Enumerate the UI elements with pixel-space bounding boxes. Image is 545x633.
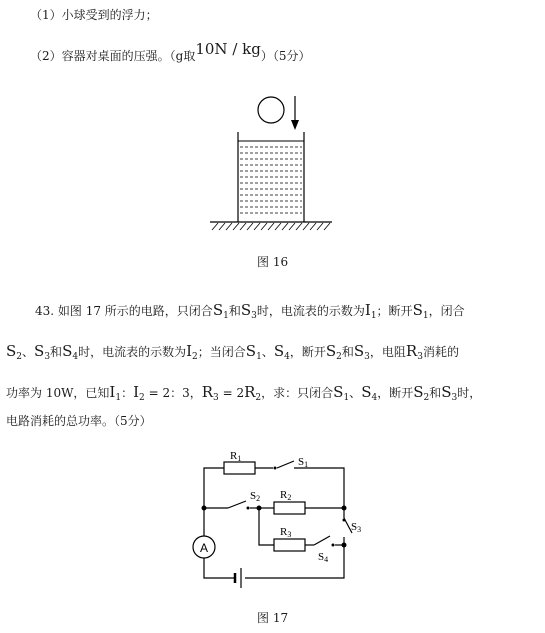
contact bbox=[332, 544, 335, 547]
sym-I: I bbox=[186, 342, 193, 360]
sym-S: S bbox=[240, 301, 252, 319]
p43-text: = 2 bbox=[218, 386, 245, 400]
sym-S: S bbox=[212, 301, 224, 319]
sym-S: S bbox=[413, 383, 424, 401]
sym-sub: 2 bbox=[336, 352, 342, 362]
sym-S: S bbox=[353, 342, 365, 360]
p43-text: 功率为 10W，已知 bbox=[6, 386, 110, 400]
p43-text: ，求：只闭合 bbox=[261, 386, 334, 400]
label-r1: R1 bbox=[230, 450, 242, 463]
resistor-r2 bbox=[274, 502, 305, 514]
sym-I: I bbox=[133, 383, 140, 401]
sym-S: S bbox=[6, 342, 17, 360]
circuit-diagram bbox=[183, 440, 368, 600]
sym-sub: 2 bbox=[423, 393, 430, 403]
p43-text: ，断开 bbox=[289, 345, 326, 359]
sym-sub: 4 bbox=[371, 393, 378, 403]
contact bbox=[274, 467, 277, 470]
p43-text: ： bbox=[121, 386, 134, 400]
sym-S: S bbox=[62, 342, 73, 360]
sym-sub: 1 bbox=[422, 311, 429, 321]
sym-sub: 1 bbox=[343, 393, 350, 403]
label-r3: R3 bbox=[280, 526, 292, 539]
p43-line-1 bbox=[35, 301, 465, 321]
contact bbox=[343, 519, 346, 522]
p43-text: 时， bbox=[457, 386, 482, 400]
sym-sub: 3 bbox=[451, 393, 458, 403]
sym-S: S bbox=[245, 342, 257, 360]
p43-text: 和 bbox=[341, 345, 354, 359]
p43-text: 、 bbox=[349, 386, 362, 400]
sym-sub: 3 bbox=[213, 393, 219, 403]
label-s3: S3 bbox=[351, 521, 362, 534]
sym-sub: 3 bbox=[44, 352, 51, 362]
wire-top bbox=[204, 468, 224, 508]
p43-text: 时，电流表的示数为 bbox=[256, 304, 365, 318]
p43-text: 时，电流表的示数为 bbox=[78, 345, 187, 359]
p43-text: 消耗的 bbox=[422, 345, 459, 359]
sym-I: I bbox=[364, 301, 371, 319]
question-1: （1）小球受到的浮力； bbox=[30, 8, 158, 22]
ammeter-label: A bbox=[199, 541, 209, 555]
switch-s2 bbox=[228, 501, 246, 508]
junction bbox=[257, 506, 262, 511]
sym-sub: 3 bbox=[417, 352, 423, 362]
p43-text: ，断开 bbox=[377, 386, 414, 400]
sym-sub: 3 bbox=[364, 352, 370, 362]
sym-sub: 1 bbox=[223, 311, 229, 321]
sym-S: S bbox=[441, 383, 452, 401]
sym-S: S bbox=[333, 383, 344, 401]
gravity-unit: 10N / kg bbox=[195, 40, 261, 58]
p43-text: 43. 如图 17 所示的电路，只闭合 bbox=[35, 304, 213, 318]
label-s1: S1 bbox=[298, 456, 309, 469]
sym-sub: 4 bbox=[72, 352, 79, 362]
p43-text: 、 bbox=[261, 345, 274, 359]
p43-text: ，闭合 bbox=[428, 304, 465, 318]
label-s4: S4 bbox=[318, 551, 329, 564]
p43-line-2 bbox=[6, 342, 459, 362]
sym-R: R bbox=[405, 342, 418, 360]
p43-line-3 bbox=[6, 383, 482, 403]
switch-s4 bbox=[314, 536, 330, 545]
p43-text: = 2：3， bbox=[144, 386, 202, 400]
junction bbox=[342, 543, 347, 548]
p43-line-4: 电路消耗的总功率。（5分） bbox=[6, 414, 152, 428]
switch-s1 bbox=[277, 461, 294, 468]
sym-sub: 4 bbox=[284, 352, 290, 362]
resistor-r3 bbox=[274, 539, 305, 551]
sym-sub: 1 bbox=[370, 311, 377, 321]
water bbox=[240, 147, 302, 213]
junction bbox=[342, 506, 347, 511]
label-r2: R2 bbox=[280, 489, 292, 502]
p43-text: 、 bbox=[22, 345, 35, 359]
ball bbox=[258, 97, 284, 123]
figure-16 bbox=[200, 90, 340, 240]
label-s2: S2 bbox=[250, 490, 261, 503]
table-hatch bbox=[212, 223, 330, 230]
figure-16-caption: 图 16 bbox=[257, 255, 289, 269]
sym-sub: 2 bbox=[16, 352, 23, 362]
sym-S: S bbox=[34, 342, 45, 360]
question-2-suffix: ）（5分） bbox=[260, 49, 311, 63]
p43-text: ；断开 bbox=[376, 304, 413, 318]
sym-sub: 2 bbox=[192, 352, 198, 362]
sym-sub: 2 bbox=[255, 393, 262, 403]
sym-S: S bbox=[412, 301, 423, 319]
question-2 bbox=[30, 40, 311, 64]
p43-text: 和 bbox=[228, 304, 241, 318]
arrow-head bbox=[291, 120, 299, 130]
question-2-prefix: （2）容器对桌面的压强。（g bbox=[30, 49, 184, 63]
sym-R: R bbox=[201, 383, 214, 401]
p43-text: 和 bbox=[50, 345, 63, 359]
p43-text: 和 bbox=[429, 386, 442, 400]
sym-S: S bbox=[273, 342, 285, 360]
sym-sub: 1 bbox=[115, 393, 122, 403]
sym-R: R bbox=[244, 383, 256, 401]
sym-sub: 1 bbox=[256, 352, 262, 362]
sym-sub: 3 bbox=[251, 311, 257, 321]
p43-text: ；当闭合 bbox=[197, 345, 246, 359]
sym-S: S bbox=[325, 342, 337, 360]
question-2-qu: 取 bbox=[183, 49, 196, 63]
sym-S: S bbox=[361, 383, 372, 401]
sym-sub: 2 bbox=[139, 393, 145, 403]
sym-I: I bbox=[109, 383, 116, 401]
resistor-r1 bbox=[224, 462, 255, 474]
junction bbox=[202, 506, 207, 511]
contact bbox=[247, 507, 250, 510]
figure-17-caption: 图 17 bbox=[257, 611, 289, 625]
p43-text: ，电阻 bbox=[369, 345, 406, 359]
